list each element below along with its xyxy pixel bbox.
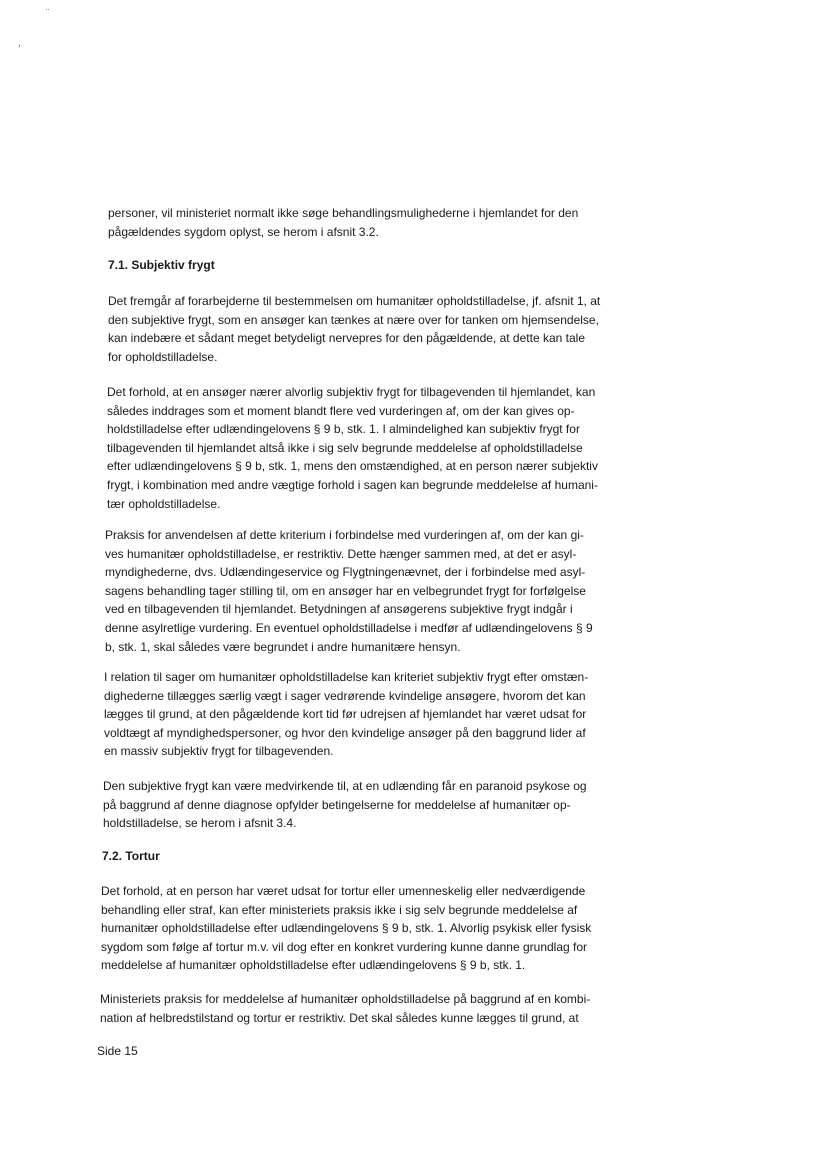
paragraph-7: Ministeriets praksis for meddelelse af humanitær opholdstilladelse på baggrund af en kombi- nation af helbredstilstand og tortur er restriktiv. Det skal således kunne lægges til grund, at: [100, 992, 591, 1025]
paragraph-3: Praksis for anvendelsen af dette kriterium i forbindelse med vurderingen af, om der kan gi- ves humanitær opholdstilladelse, er restriktiv. Dette hænger sammen med, at det er asyl- myndighederne, dvs. Udlændingeservice og Flygtningenævnet, der i forbindelse med asyl- sagens behandling tager stilling til, om en ansøger har en velbegrundet frygt for forfølgelse ved en tilbagevenden til hjemlandet. Betydningen af ansøgerens subjektive frygt indgår i denne asylretlige vurdering. En eventuel opholdstilladelse i medfør af udlændingelovens § 9 b, stk. 1, skal således være begrundet i andre humanitære hensyn.: [105, 528, 593, 654]
section-7-1-heading: 7.1. Subjektiv frygt: [108, 258, 215, 272]
paragraph-6: Det forhold, at en person har været udsat for tortur eller umenneskelig eller nedværdigende behandling eller straf, kan efter ministeriets praksis ikke i sig selv begrunde meddelelse af humanitær opholdstilladelse efter udlændingelovens § 9 b, stk. 1. Alvorlig psykisk eller fysisk sygdom som følge af tortur m.v. vil dog efter en konkret vurdering kunne danne grundlag for meddelelse af humanitær opholdstilladelse efter udlændingelovens § 9 b, stk. 1.: [101, 884, 592, 973]
section-7-2-heading: 7.2. Tortur: [102, 849, 160, 863]
paragraph-4: I relation til sager om humanitær opholdstilladelse kan kriteriet subjektiv frygt efter omstæn- dighederne tillægges særlig vægt i sager vedrørende kvindelige ansøgere, hvorom det kan lægges til grund, at den pågældende kort tid før udrejsen af hjemlandet har været udsat for voldtægt af myndighedspersoner, og hvor den kvindelige ansøger på den baggrund lider af en massiv subjektiv frygt for tilbagevenden.: [104, 670, 589, 759]
paragraph-1: Det fremgår af forarbejderne til bestemmelsen om humanitær opholdstilladelse, jf. afsnit 1, at den subjektive frygt, som en ansøger kan tænkes at nære over for tanken om hjemsendelse, kan indebære et sådant meget betydeligt nervepres for den pågældende, at dette kan tale for opholdstilladelse.: [108, 294, 601, 364]
scan-speck-top: ¨: [46, 8, 50, 19]
page-number: Side 15: [97, 1044, 138, 1058]
scan-speck-left: ,: [18, 38, 21, 49]
paragraph-2: Det forhold, at en ansøger nærer alvorlig subjektiv frygt for tilbagevenden til hjemlandet, kan således inddrages som et moment blandt flere ved vurderingen af, om der kan gives op- holdstilladelse efter udlændingelovens § 9 b, stk. 1. I almindelighed kan subjektiv frygt for tilbagevenden til hjemlandet altså ikke i sig selv begrunde meddelelse af opholdstilladelse efter udlændingelovens § 9 b, stk. 1, mens den omstændighed, at en person nærer subjektiv frygt, i kombination med andre vægtige forhold i sagen kan begrunde meddelelse af humani- tær opholdstilladelse.: [107, 385, 598, 511]
intro-paragraph: personer, vil ministeriet normalt ikke søge behandlingsmulighederne i hjemlandet for den pågældendes sygdom oplyst, se herom i afsnit 3.2.: [108, 206, 579, 239]
paragraph-5: Den subjektive frygt kan være medvirkende til, at en udlænding får en paranoid psykose og på baggrund af denne diagnose opfylder betingelserne for meddelelse af humanitær op- holdstilladelse, se herom i afsnit 3.4.: [103, 779, 587, 831]
